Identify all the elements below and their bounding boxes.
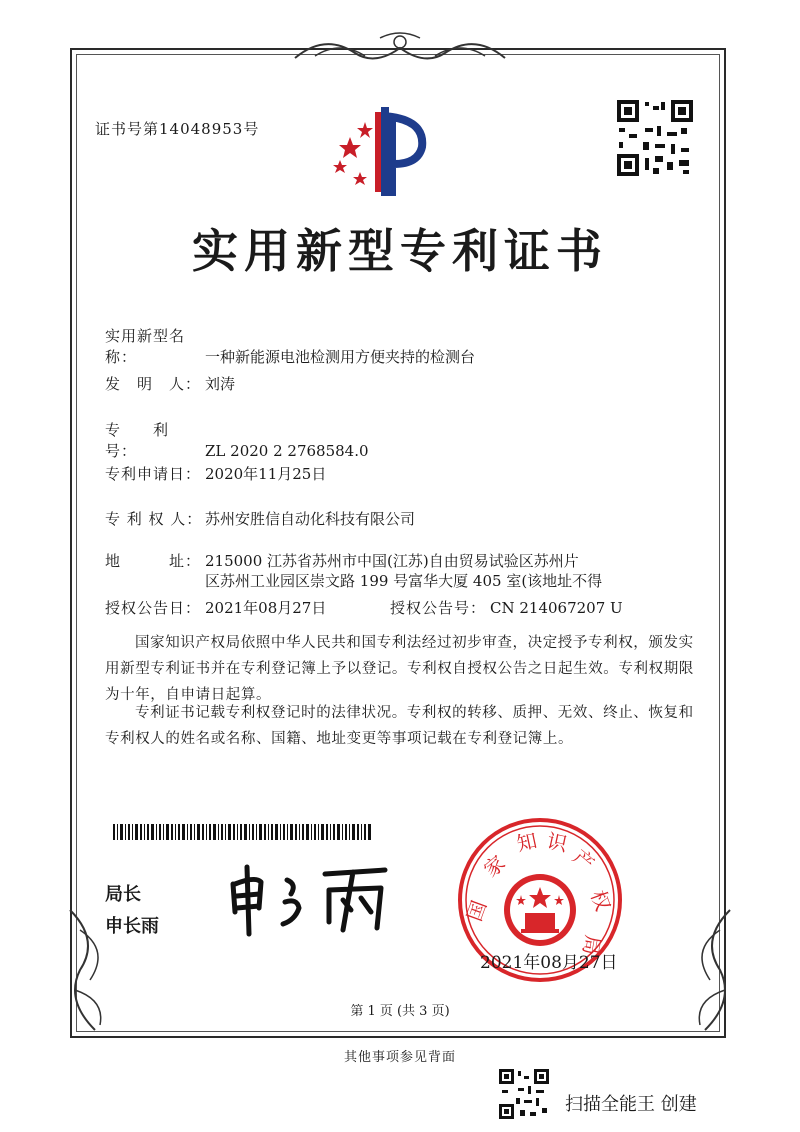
field-value: 2021年08月27日 [205, 599, 327, 617]
field-inventor [105, 373, 235, 394]
field-label: 地 址： [105, 552, 202, 570]
scanner-qr-code-icon [498, 1068, 550, 1120]
field-value: ZL 2020 2 2768584.0 [205, 442, 369, 460]
field-announcement-date [105, 597, 326, 618]
field-label: 授权公告号： [390, 599, 487, 617]
field-label: 实用新型名称： [105, 327, 186, 366]
certificate-title: 实用新型专利证书 [192, 224, 608, 278]
svg-text:识: 识 [544, 828, 570, 857]
scanner-watermark: 扫描全能王 创建 [565, 1094, 697, 1115]
svg-text:局: 局 [578, 933, 606, 958]
field-label: 专 利 号： [105, 421, 186, 460]
certificate-number: 证书号第14048953号 [95, 120, 260, 138]
barcode-icon [113, 824, 373, 840]
field-label: 专 利 权 人： [105, 510, 203, 528]
field-value: 苏州安胜信自动化科技有限公司 [205, 510, 416, 528]
field-application-date [105, 463, 326, 484]
field-label: 专利申请日： [105, 465, 202, 483]
footer-note: 其他事项参见背面 [343, 1050, 456, 1065]
body-paragraph-2: 专利证书记载专利权登记时的法律状况。专利权的转移、质押、无效、终止、恢复和专利权人的姓名或名称、国籍、地址变更等事项记载在专利登记簿上。 [105, 705, 694, 747]
field-label: 授权公告日： [105, 599, 202, 617]
page-number: 第 1 页 (共 3 页) [350, 1004, 450, 1019]
director-title: 局长 [105, 884, 141, 905]
field-patentee [105, 508, 415, 529]
director-name: 申长雨 [105, 916, 159, 937]
patent-office-logo-icon [330, 102, 445, 197]
field-value: 一种新能源电池检测用方便夹持的检测台 [205, 348, 476, 366]
field-value: 刘涛 [205, 375, 236, 393]
body-paragraph-1: 国家知识产权局依照中华人民共和国专利法经过初步审查，决定授予专利权，颁发实用新型专利证书并在专利登记簿上予以登记。专利权自授权公告之日起生效。专利权期限为十年，自申请日起算。 [105, 635, 694, 703]
field-address [105, 550, 579, 571]
field-patent-number [105, 419, 369, 461]
top-ornament [285, 28, 515, 68]
svg-text:产: 产 [568, 844, 600, 876]
field-value: 215000 江苏省苏州市中国(江苏)自由贸易试验区苏州片 [205, 552, 579, 570]
svg-text:国: 国 [462, 897, 492, 925]
field-announcement-number [390, 597, 623, 618]
svg-text:知: 知 [514, 828, 540, 856]
field-value: CN 214067207 U [490, 599, 623, 617]
svg-text:家: 家 [478, 850, 510, 882]
address-line-2: 区苏州工业园区崇文路 199 号富华大厦 405 室(该地址不得 [205, 572, 603, 590]
field-value: 2020年11月25日 [205, 465, 327, 483]
qr-code-icon [615, 98, 695, 178]
bottom-right-ornament [670, 900, 740, 1040]
field-utility-model-name [105, 325, 475, 367]
seal-date: 2021年08月27日 [480, 953, 618, 973]
svg-text:权: 权 [585, 887, 616, 915]
handwritten-signature [225, 862, 395, 937]
field-label: 发 明 人： [105, 375, 202, 393]
